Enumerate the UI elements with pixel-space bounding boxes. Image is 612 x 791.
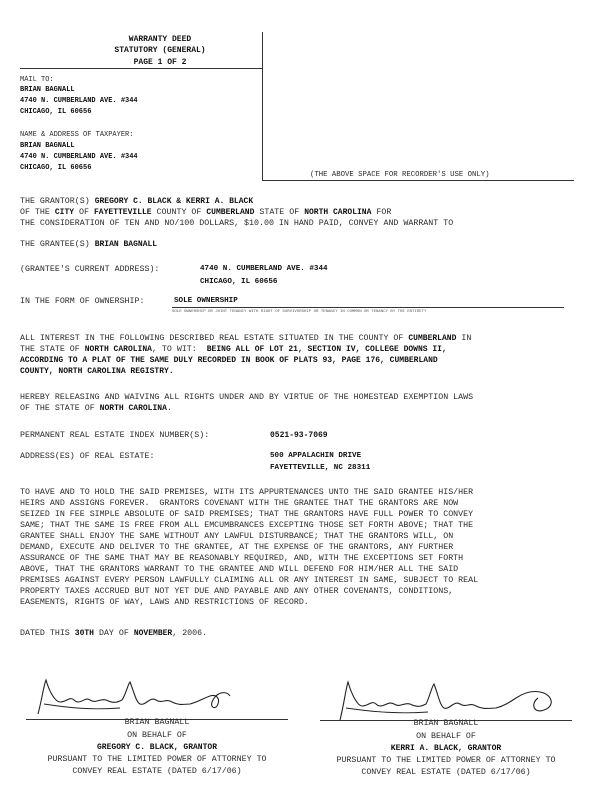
signer-1-poa-line-1: PURSUANT TO THE LIMITED POWER OF ATTORNEY TO — [47, 755, 267, 764]
pin-value: 0521-93-7069 — [270, 431, 328, 440]
header-rule — [20, 68, 262, 69]
mail-to-label: MAIL TO: — [20, 76, 54, 84]
taxpayer-address-1: 4740 N. CUMBERLAND AVE. #344 — [20, 153, 138, 161]
legal-line-2: THE STATE OF NORTH CAROLINA, TO WIT: BEING ALL OF LOT 21, SECTION IV, COLLEGE DOWNS II, — [20, 345, 447, 354]
legal-line-3: ACCORDING TO A PLAT OF THE SAME DULY RECORDED IN BOOK OF PLATS 93, PAGE 176, CUMBERLAND — [20, 356, 438, 365]
dated-month: NOVEMBER — [133, 629, 173, 638]
grantee-address-2: CHICAGO, IL 60656 — [200, 278, 278, 286]
homestead-line-1: HEREBY RELEASING AND WAIVING ALL RIGHTS UNDER AND BY VIRTUE OF THE HOMESTEAD EXEMPTION LAWS — [20, 393, 474, 402]
signer-2-poa-line-2: CONVEY REAL ESTATE (DATED 6/17/06) — [361, 768, 531, 777]
habendum-line: TO HAVE AND TO HOLD THE SAID PREMISES, WITH ITS APPURTENANCES UNTO THE SAID GRANTEE HIS/HER — [20, 488, 474, 497]
grantee-address-label: (GRANTEE'S CURRENT ADDRESS): — [20, 265, 160, 274]
ownership-underline — [172, 307, 564, 308]
grantee-address-1: 4740 N. CUMBERLAND AVE. #344 — [200, 265, 328, 273]
grantor-line-2: OF THE CITY OF FAYETTEVILLE COUNTY OF CUMBERLAND STATE OF NORTH CAROLINA FOR — [20, 208, 392, 217]
page-number: PAGE 1 OF 2 — [133, 58, 187, 67]
signer-1-name: BRIAN BAGNALL — [124, 718, 190, 727]
ownership-value: SOLE OWNERSHIP — [174, 297, 238, 305]
legal-line-4: COUNTY, NORTH CAROLINA REGISTRY. — [20, 367, 174, 376]
address-line-2: FAYETTEVILLE, NC 28311 — [270, 464, 371, 472]
signature-2-image — [330, 676, 570, 724]
habendum-line: HEIRS AND ASSIGNS FOREVER. GRANTORS COVENANT WITH THE GRANTEE THAT THE GRANTORS ARE NOW — [20, 499, 459, 508]
habendum-line: PREMISES AGAINST EVERY PERSON LAWFULLY CLAIMING ALL OR ANY INTEREST IN SAME, SUBJECT TO REAL — [20, 576, 479, 585]
signer-2-grantor: KERRI A. BLACK, GRANTOR — [390, 744, 502, 753]
signer-2-poa-line-1: PURSUANT TO THE LIMITED POWER OF ATTORNEY TO — [336, 756, 556, 765]
recorder-box-left-rule — [262, 32, 263, 180]
address-line-1: 500 APPALACHIN DRIVE — [270, 452, 362, 460]
mail-to-address-2: CHICAGO, IL 60656 — [20, 108, 92, 116]
deed-subtitle: STATUTORY (GENERAL) — [114, 46, 206, 55]
address-label: ADDRESS(ES) OF REAL ESTATE: — [20, 452, 155, 461]
grantor-state: NORTH CAROLINA — [304, 208, 372, 217]
ownership-label: IN THE FORM OF OWNERSHIP: — [20, 297, 145, 306]
grantee-name: BRIAN BAGNALL — [94, 240, 158, 249]
ownership-note: SOLE OWNERSHIP OR JOINT TENANCY WITH RIGHT OF SURVIVORSHIP OR TENANCY IN COMMON OR TENANCY BY THE ENTIRETY — [172, 310, 427, 314]
habendum-line: ASSURANCE OF THE SAME THAT MAY BE REASONABLY REQUIRED, AND, WITH THE EXCEPTIONS SET FORTH — [20, 554, 464, 563]
grantor-line-3: THE CONSIDERATION OF TEN AND NO/100 DOLLARS, $10.00 IN HAND PAID, CONVEY AND WARRANT TO — [20, 219, 454, 228]
signer-1-behalf: ON BEHALF OF — [127, 731, 187, 740]
grantee-line: THE GRANTEE(S) BRIAN BAGNALL — [20, 240, 158, 249]
mail-to-name: BRIAN BAGNALL — [20, 86, 75, 94]
grantor-names: GREGORY C. BLACK & KERRI A. BLACK — [94, 197, 254, 206]
grantor-line-1: THE GRANTOR(S) GREGORY C. BLACK & KERRI A. BLACK — [20, 197, 254, 206]
habendum-line: DEMAND, EXECUTE AND DELIVER TO THE GRANTEE, AT THE EXPENSE OF THE GRANTORS, ANY FURTHER — [20, 543, 454, 552]
signer-1-poa-line-2: CONVEY REAL ESTATE (DATED 6/17/06) — [72, 767, 242, 776]
pin-label: PERMANENT REAL ESTATE INDEX NUMBER(S): — [20, 431, 210, 440]
habendum-line: ABOVE, THAT THE GRANTORS WARRANT TO THE GRANTEE AND WILL DEFEND FOR HIM/HER ALL THE SAID — [20, 565, 459, 574]
habendum-line: PROPERTY TAXES ACCRUED BUT NOT YET DUE AND PAYABLE AND ANY OTHER COVENANTS, CONDITIONS, — [20, 587, 454, 596]
dated-line: DATED THIS 30TH DAY OF NOVEMBER, 2006. — [20, 629, 208, 638]
habendum-line: SAME; THAT THE SAME IS FREE FROM ALL EMCUMBRANCES EXCEPTING THOSE SET FORTH ABOVE; THAT THE — [20, 521, 474, 530]
taxpayer-label: NAME & ADDRESS OF TAXPAYER: — [20, 131, 134, 139]
habendum-line: EASEMENTS, RIGHTS OF WAY, LAWS AND RESTRICTIONS OF RECORD. — [20, 598, 309, 607]
deed-title: WARRANTY DEED — [128, 35, 192, 44]
mail-to-address-1: 4740 N. CUMBERLAND AVE. #344 — [20, 97, 138, 105]
legal-line-1: ALL INTEREST IN THE FOLLOWING DESCRIBED REAL ESTATE SITUATED IN THE COUNTY OF CUMBERLAND IN — [20, 334, 472, 343]
signature-1-image — [30, 674, 250, 720]
signer-1-grantor: GREGORY C. BLACK, GRANTOR — [96, 743, 218, 752]
recorder-note: (THE ABOVE SPACE FOR RECORDER'S USE ONLY) — [310, 171, 490, 179]
homestead-line-2: OF THE STATE OF NORTH CAROLINA. — [20, 404, 172, 413]
taxpayer-address-2: CHICAGO, IL 60656 — [20, 164, 92, 172]
taxpayer-name: BRIAN BAGNALL — [20, 142, 75, 150]
grantor-city: FAYETTEVILLE — [93, 208, 152, 217]
dated-day: 30TH — [74, 629, 94, 638]
signer-2-name: BRIAN BAGNALL — [413, 719, 479, 728]
grantor-county: CUMBERLAND — [206, 208, 255, 217]
habendum-line: SEIZED IN FEE SIMPLE ABSOLUTE OF SAID PREMISES; THAT THE GRANTORS HAVE FULL POWER TO CONVEY — [20, 510, 474, 519]
habendum-line: GRANTEE SHALL ENJOY THE SAME WITHOUT ANY LAWFUL DISTURBANCE; THAT THE GRANTORS WILL, ON — [20, 532, 454, 541]
signer-2-behalf: ON BEHALF OF — [416, 732, 476, 741]
